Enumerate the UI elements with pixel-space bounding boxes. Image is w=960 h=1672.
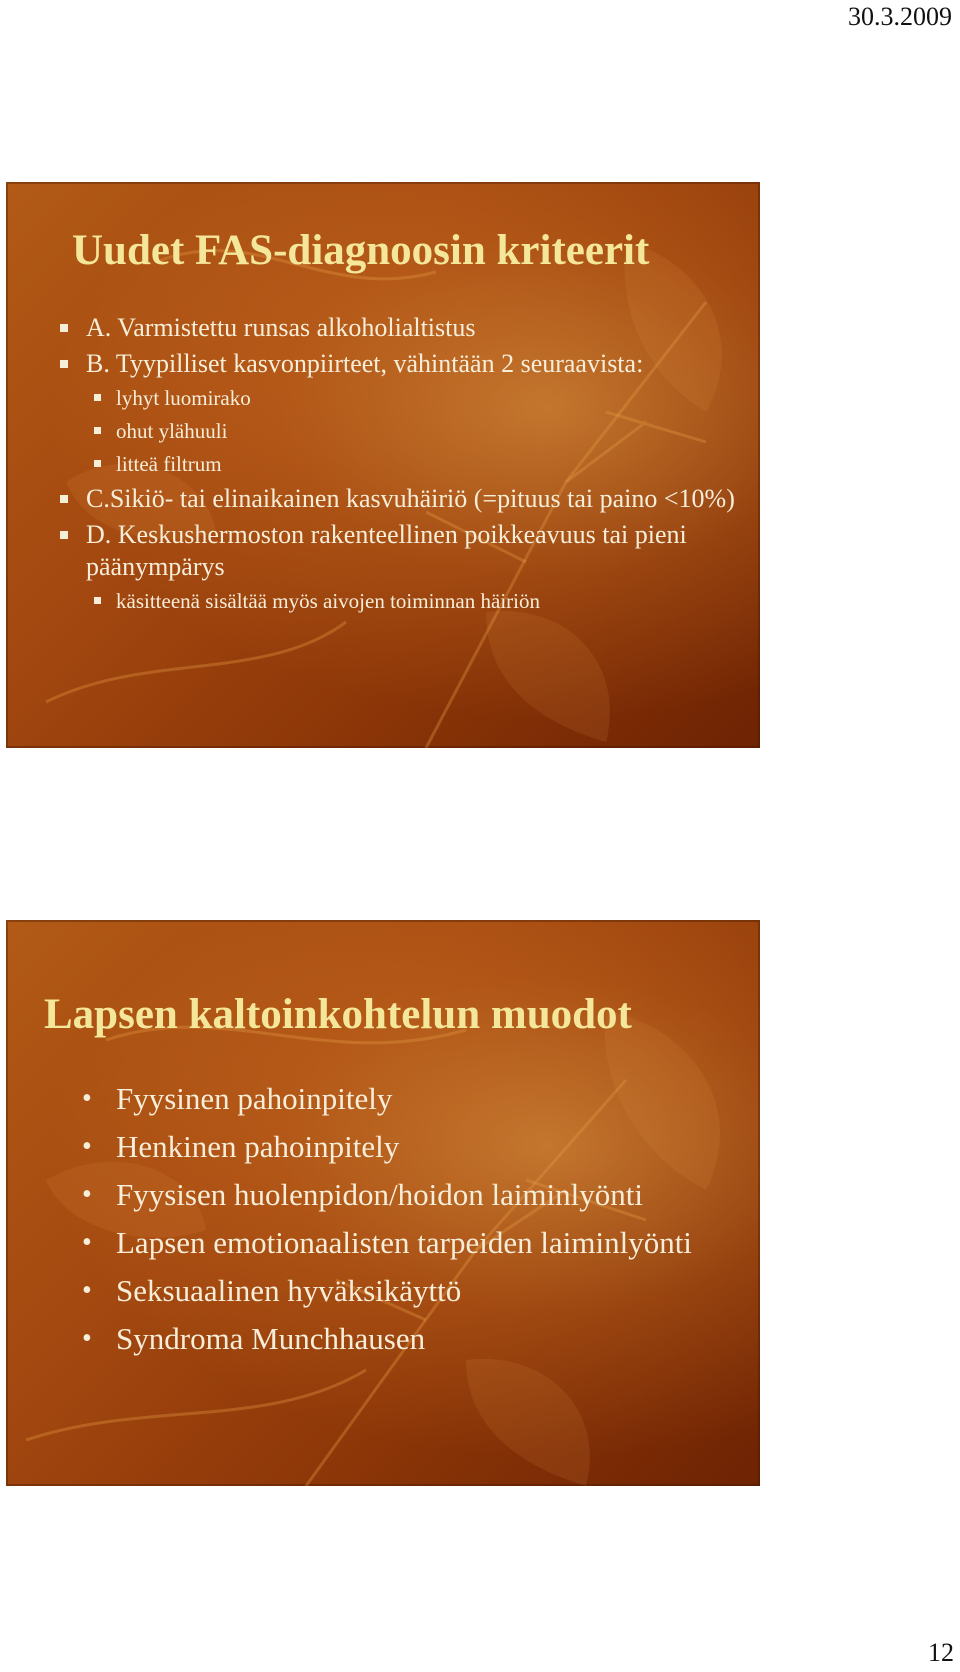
list-item: A. Varmistettu runsas alkoholialtistus [54,312,744,344]
slide-maltreatment-forms [6,920,760,1486]
sub-list-item: litteä filtrum [54,450,744,478]
bullet-icon: • [82,1083,92,1114]
slide-title: Uudet FAS-diagnoosin kriteerit [72,227,650,274]
list-item: B. Tyypilliset kasvonpiirteet, vähintään 2 seuraavista: [54,348,744,380]
page-date: 30.3.2009 [848,2,952,31]
list-item: • Henkinen pahoinpitely [82,1129,400,1164]
square-bullet-icon [94,460,101,467]
list-item: • Syndroma Munchhausen [82,1321,426,1356]
maltreatment-list [78,1080,738,1368]
sub-list-item: käsitteenä sisältää myös aivojen toiminnan häiriön [54,587,744,615]
bullet-icon: • [82,1179,92,1210]
square-bullet-icon [94,394,101,401]
square-bullet-icon [60,360,68,368]
list-item: • Fyysinen pahoinpitely [82,1081,393,1116]
square-bullet-icon [94,597,101,604]
criteria-list [54,312,744,620]
sub-list-item: lyhyt luomirako [54,384,744,412]
list-item: • Fyysisen huolenpidon/hoidon laiminlyönti [82,1177,643,1212]
sub-list-item: ohut ylähuuli [54,417,744,445]
square-bullet-icon [94,427,101,434]
bullet-icon: • [82,1275,92,1306]
square-bullet-icon [60,495,68,503]
bullet-icon: • [82,1323,92,1354]
list-item: C.Sikiö- tai elinaikainen kasvuhäiriö (=pituus tai paino <10%) [54,483,744,515]
slide-title: Lapsen kaltoinkohtelun muodot [44,991,632,1038]
page-number: 12 [928,1638,954,1667]
bullet-icon: • [82,1227,92,1258]
square-bullet-icon [60,531,68,539]
list-item: • Lapsen emotionaalisten tarpeiden laiminlyönti [82,1225,692,1260]
square-bullet-icon [60,324,68,332]
bullet-icon: • [82,1131,92,1162]
slide-fas-criteria [6,182,760,748]
list-item: • Seksuaalinen hyväksikäyttö [82,1273,462,1308]
list-item: D. Keskushermoston rakenteellinen poikkeavuus tai pieni päänympärys [54,519,744,583]
